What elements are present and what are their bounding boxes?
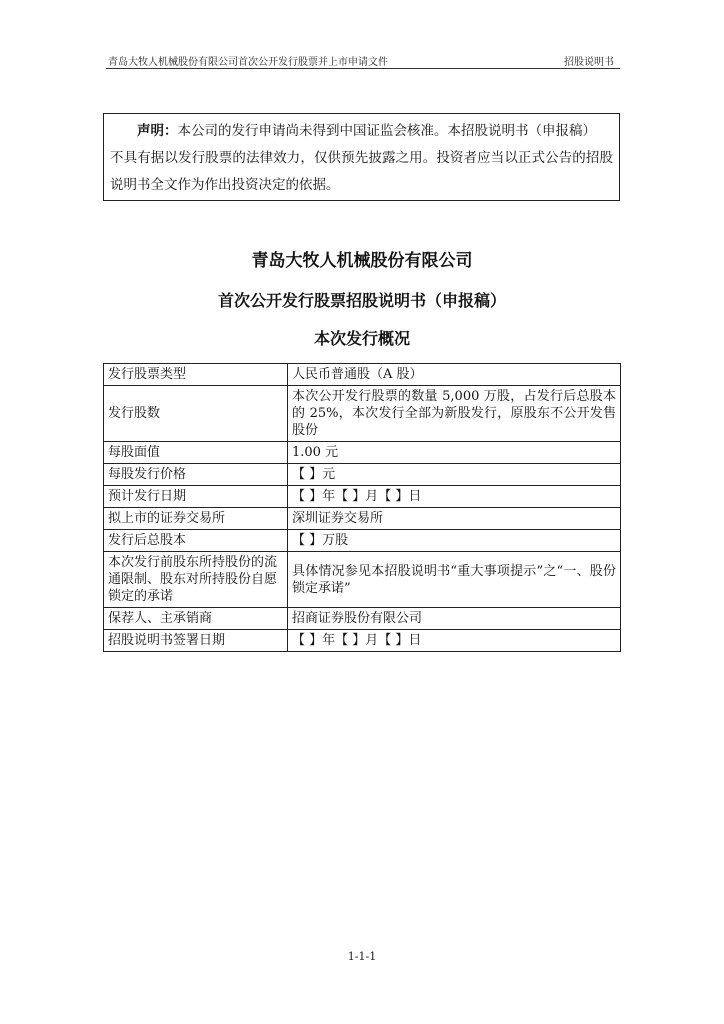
row-key: 保荐人、主承销商: [104, 608, 288, 630]
row-value: 本次公开发行股票的数量 5,000 万股，占发行后总股本的 25%，本次发行全部为新股发行，原股东不公开发售股份: [288, 386, 621, 442]
table-row: [104, 530, 621, 552]
table-row: [104, 508, 621, 530]
disclaimer-box: [103, 113, 620, 201]
table-row: [104, 552, 621, 608]
disclaimer-lead: 声明：: [137, 123, 178, 139]
table-row: [104, 630, 621, 652]
row-value: 深圳证券交易所: [288, 508, 621, 530]
page-number: 1-1-1: [347, 950, 377, 963]
table-row: [104, 364, 621, 386]
running-header: [106, 50, 620, 69]
header-document-title: 青岛大牧人机械股份有限公司首次公开发行股票并上市申请文件: [108, 57, 388, 68]
document-title: 首次公开发行股票招股说明书（申报稿）: [217, 291, 506, 310]
section-title: 本次发行概况: [313, 329, 410, 348]
disclaimer-text-rest: 不具有据以发行股票的法律效力，仅供预先披露之用。投资者应当以正式公告的招股说明书全文作为作出投资决定的依据。: [110, 150, 613, 193]
row-value: 人民币普通股（A 股）: [288, 364, 621, 386]
row-key: 拟上市的证券交易所: [104, 508, 288, 530]
table-row: [104, 442, 621, 464]
disclaimer-first-line: [110, 118, 613, 145]
row-value: 具体情况参见本招股说明书“重大事项提示”之“一、股份锁定承诺”: [288, 552, 621, 608]
row-key: 发行后总股本: [104, 530, 288, 552]
row-value: 【 】元: [288, 464, 621, 486]
row-key: 发行股票类型: [104, 364, 288, 386]
row-key: 发行股数: [104, 386, 288, 442]
offering-summary-table: [103, 363, 621, 652]
header-section-name: 招股说明书: [564, 57, 614, 68]
row-key: 预计发行日期: [104, 486, 288, 508]
row-key: 本次发行前股东所持股份的流通限制、股东对所持股份自愿锁定的承诺: [104, 552, 288, 608]
table-row: [104, 486, 621, 508]
row-value: 招商证券股份有限公司: [288, 608, 621, 630]
row-value: 【 】年【 】月【 】日: [288, 630, 621, 652]
row-value: 1.00 元: [288, 442, 621, 464]
row-value: 【 】万股: [288, 530, 621, 552]
table-row: [104, 386, 621, 442]
table-row: [104, 608, 621, 630]
table-row: [104, 464, 621, 486]
row-key: 每股发行价格: [104, 464, 288, 486]
row-value: 【 】年【 】月【 】日: [288, 486, 621, 508]
row-key: 每股面值: [104, 442, 288, 464]
disclaimer-text-line1: 本公司的发行申请尚未得到中国证监会核准。本招股说明书（申报稿）: [177, 123, 596, 139]
company-title: 青岛大牧人机械股份有限公司: [251, 251, 473, 271]
row-key: 招股说明书签署日期: [104, 630, 288, 652]
